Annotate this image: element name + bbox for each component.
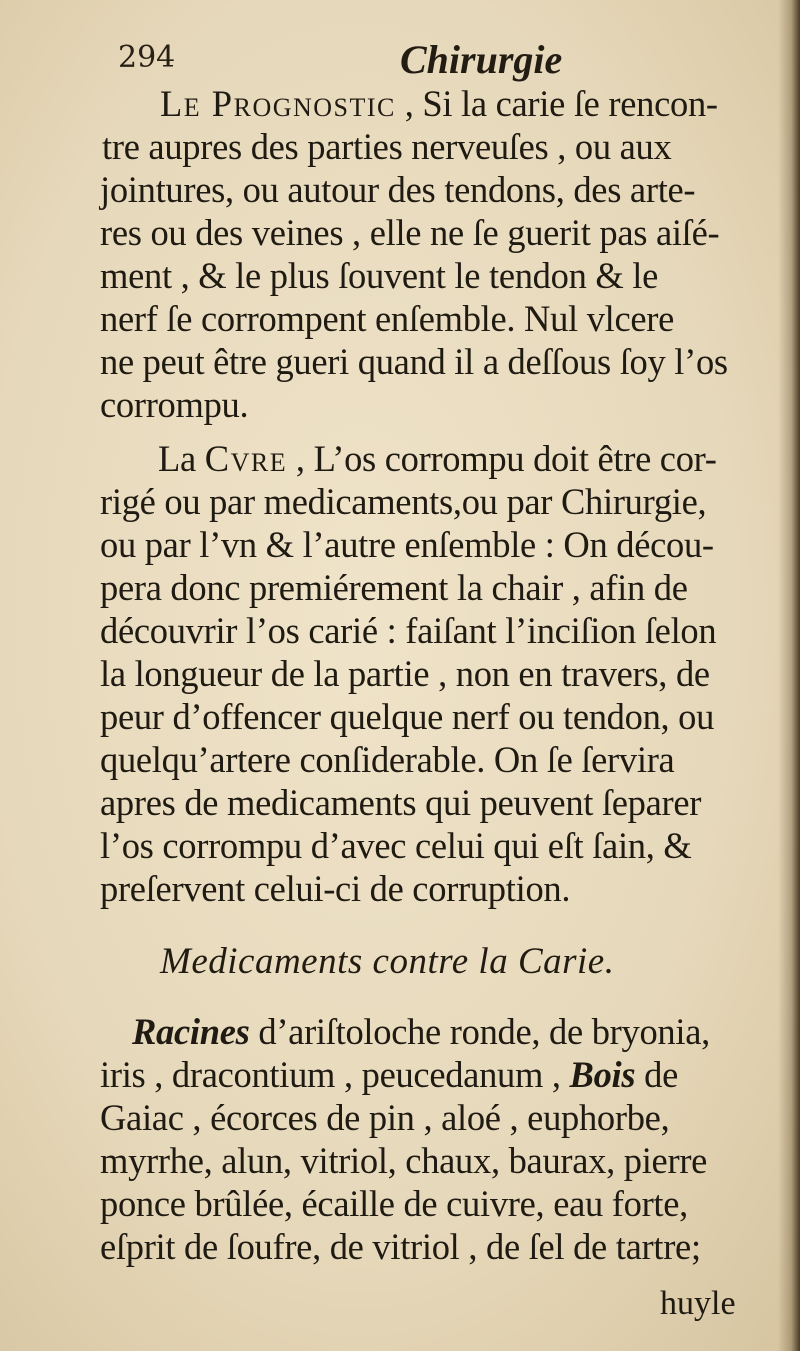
catchword: huyle xyxy=(660,1285,736,1322)
italic-label-bois: Bois xyxy=(569,1054,636,1095)
paragraph-line: tre aupres des parties nerveuſes , ou aux xyxy=(102,126,672,167)
paragraph-line xyxy=(100,1010,768,1053)
paragraph-line: corrompu. xyxy=(100,384,249,425)
paragraph-line xyxy=(100,82,768,125)
paragraph-line xyxy=(100,1053,768,1096)
paragraph-line: ponce brûlée, écaille de cuivre, eau forte, xyxy=(100,1183,688,1224)
paragraph-line: myrrhe, alun, vitriol, chaux, baurax, pierre xyxy=(100,1140,708,1181)
paragraph-line xyxy=(100,437,768,480)
paragraph-line: res ou des veines , elle ne ſe guerit pas aiſé- xyxy=(100,212,720,253)
paragraph-line: eſprit de ſoufre, de vitriol , de ſel de tartre; xyxy=(100,1226,701,1267)
paragraph-line: apres de medicaments qui peuvent ſeparer xyxy=(100,782,702,823)
remedies-paragraph xyxy=(100,1010,768,1268)
line-text: , L’os corrompu doit être cor- xyxy=(287,438,717,479)
paragraph-line: l’os corrompu d’avec celui qui eſt ſain, & xyxy=(100,825,692,866)
paragraph-line: preſervent celui-ci de corruption. xyxy=(100,868,571,909)
paragraph-line: rigé ou par medicaments,ou par Chirurgie, xyxy=(100,481,707,522)
prognostic-paragraph xyxy=(100,82,768,426)
paragraph-line: jointures, ou autour des tendons, des arte- xyxy=(100,169,696,210)
paragraph-line: quelqu’artere conſiderable. On ſe ſervira xyxy=(100,739,675,780)
paragraph-line: Gaiac , écorces de pin , aloé , euphorbe, xyxy=(100,1097,670,1138)
line-text: iris , dracontium , peucedanum , xyxy=(100,1054,570,1095)
running-head: Chirurgie xyxy=(400,37,563,82)
line-text: La xyxy=(158,438,205,479)
line-text: d’ariſtoloche ronde, de bryonia, xyxy=(249,1011,710,1052)
line-text: , Si la carie ſe rencon- xyxy=(395,83,718,124)
paragraph-line: découvrir l’os carié : faiſant l’inciſion ſelon xyxy=(100,610,717,651)
section-label-prognostic: Le Prognostic xyxy=(160,83,396,124)
line-text: de xyxy=(635,1054,678,1095)
paragraph-line: la longueur de la partie , non en travers, de xyxy=(100,653,710,694)
paragraph-line: ou par l’vn & l’autre enſemble : On décou- xyxy=(100,524,714,565)
cure-paragraph xyxy=(100,437,768,910)
paragraph-line: peur d’offencer quelque nerf ou tendon, ou xyxy=(100,696,715,737)
paragraph-line: ment , & le plus ſouvent le tendon & le xyxy=(100,255,659,296)
page-gutter-shadow xyxy=(778,0,800,1351)
page-number: 294 xyxy=(118,40,176,75)
page-header xyxy=(0,30,800,90)
paragraph-line: ne peut être gueri quand il a deſſous ſoy l’os xyxy=(100,341,728,382)
paragraph-line: nerf ſe corrompent enſemble. Nul vlcere xyxy=(100,298,675,339)
italic-label-racines: Racines xyxy=(132,1011,250,1052)
paragraph-line: pera donc premiérement la chair , afin de xyxy=(100,567,688,608)
section-label-cure: Cvre xyxy=(204,438,288,479)
section-heading: Medicaments contre la Carie. xyxy=(160,941,615,982)
